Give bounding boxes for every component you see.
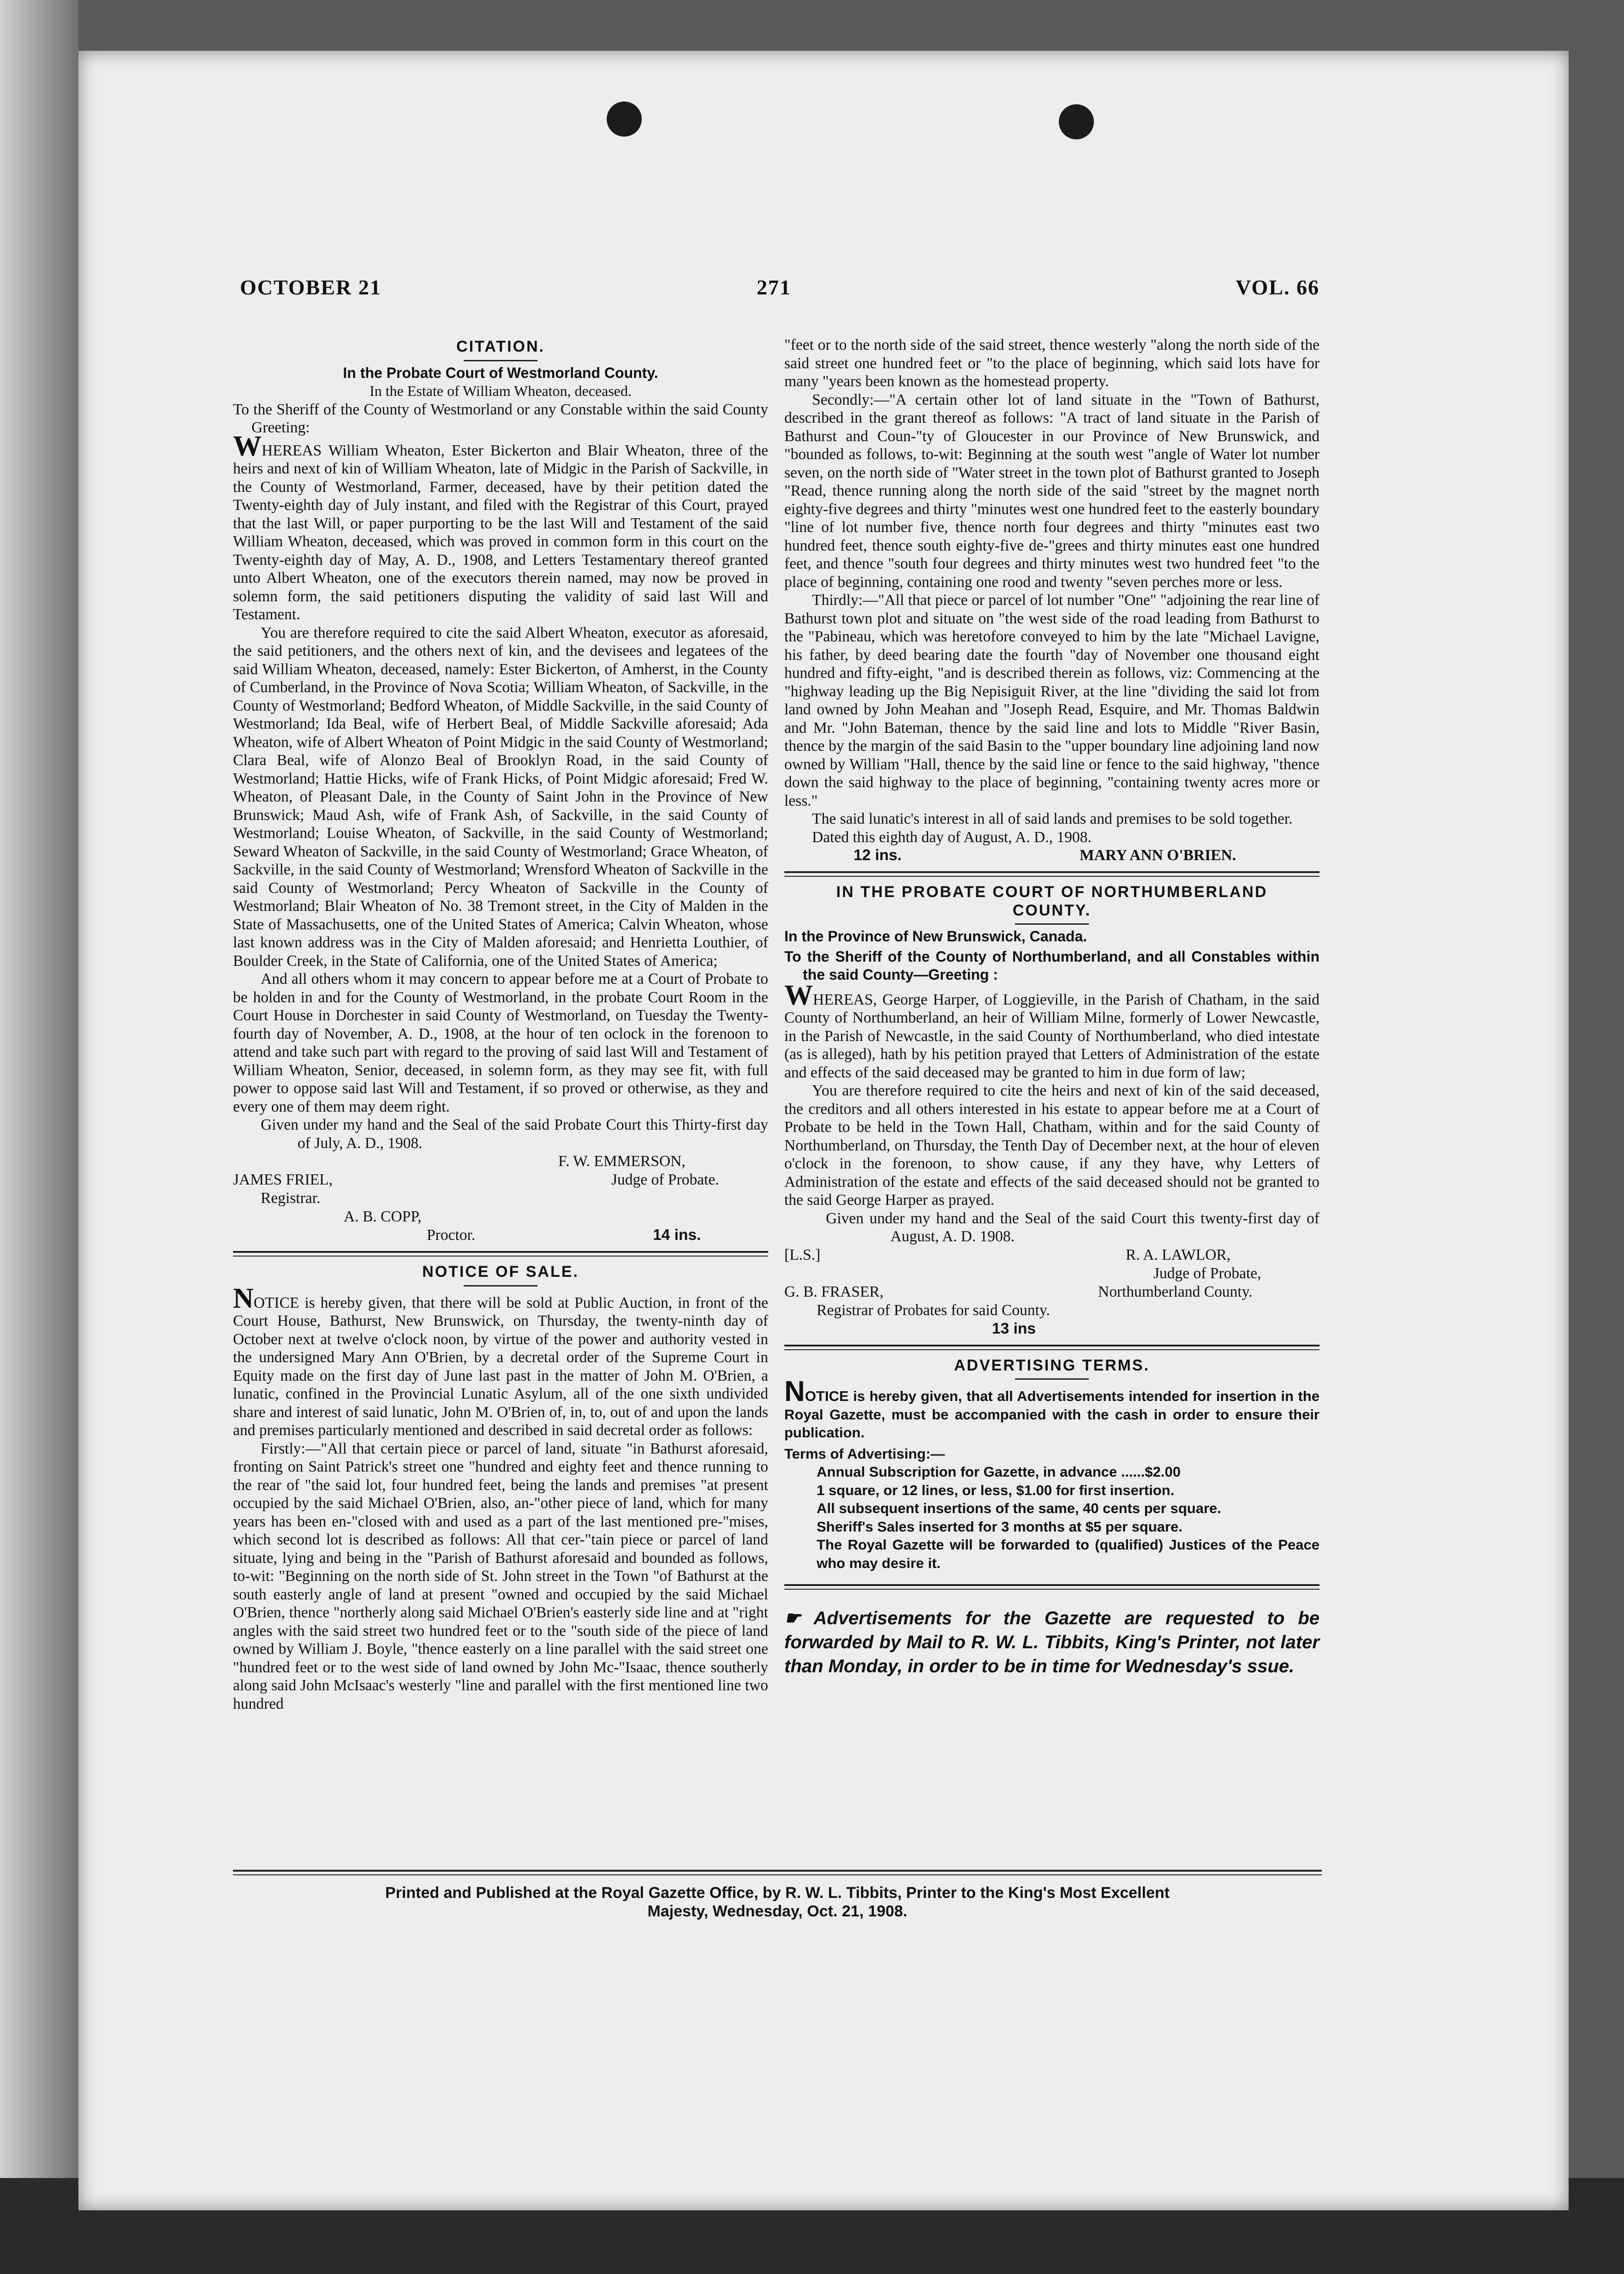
- northumberland-province: In the Province of New Brunswick, Canada.: [784, 928, 1087, 945]
- judge-title: Judge of Probate,: [1153, 1264, 1261, 1282]
- issue-date: OCTOBER 21: [240, 275, 382, 299]
- divider: [784, 1584, 1320, 1590]
- citation-given: Given under my hand and the Seal of the said Probate Court this Thirty-first day of July, A. D., 1908.: [261, 1116, 768, 1152]
- signature-row: [784, 1246, 1320, 1264]
- sale-interest: The said lunatic's interest in all of said lands and premises to be sold together.: [812, 810, 1293, 827]
- terms-label: Terms of Advertising:—: [784, 1445, 945, 1462]
- right-column: [784, 336, 1320, 1678]
- terms-line: 1 square, or 12 lines, or less, $1.00 for first insertion.: [817, 1482, 1175, 1498]
- mail-notice-text: Advertisements for the Gazette are requested to be forwarded by Mail to R. W. L. Tibbits, King's Printer, not later than Monday, in order to be in time for Wednesday's ssue.: [784, 1608, 1320, 1676]
- page-number: 271: [757, 275, 791, 299]
- northumberland-title: IN THE PROBATE COURT OF NORTHUMBERLAND COUNTY.: [836, 883, 1268, 919]
- sale-paragraph: [233, 1282, 768, 1440]
- citation-paragraph: [233, 430, 768, 624]
- punch-hole-icon: [607, 102, 642, 137]
- divider: [784, 1345, 1320, 1350]
- page-footer: [233, 1870, 1322, 1921]
- divider: [1015, 1378, 1089, 1380]
- advertising-notice: [784, 1376, 1320, 1442]
- seal-mark: [L.S.]: [784, 1246, 821, 1263]
- proctor-name: A. B. COPP,: [344, 1208, 422, 1225]
- terms-list: [784, 1463, 1320, 1572]
- terms-line: Sheriff's Sales inserted for 3 months at $5 per square.: [817, 1518, 1182, 1535]
- volume-number: VOL. 66: [1236, 275, 1320, 299]
- judge-title: Judge of Probate.: [611, 1171, 719, 1188]
- page-header: [240, 275, 1320, 303]
- signature-row: [784, 1320, 1320, 1338]
- sale-continuation: "feet or to the north side of the said street, thence westerly "along the north side of the said street one hundred feet or "to the place of beginning, which said lots have for many "years been known as the homestead property.: [784, 336, 1320, 390]
- sale-title: NOTICE OF SALE.: [422, 1263, 579, 1281]
- proctor-title: Proctor.: [427, 1227, 476, 1244]
- divider: [464, 1285, 537, 1287]
- film-edge: [0, 0, 78, 2274]
- advertising-title: ADVERTISING TERMS.: [954, 1356, 1150, 1374]
- divider: [784, 871, 1320, 877]
- citation-text: HEREAS William Wheaton, Ester Bickerton and Blair Wheaton, three of the heirs and next of kin of William Wheaton, late of Midgic in the Parish of Sackville, in the County of Westmorland, Farmer, deceased, have by their petition dated the Twenty-eighth day of July instant, and filed with the Registrar of this Court, prayed that the last Will, or paper purporting to be the last Will and Testament of the said William Wheaton, deceased, which was proved in common form in this court on the Twenty-eighth day of May, A. D., 1908, and Letters Testamentary thereof granted unto Albert Wheaton, one of the executors therein named, may now be proved in solemn form, the said petitioners disputing the validity of said last Will and Testament.: [233, 442, 768, 623]
- imprint-line: Printed and Published at the Royal Gazette Office, by R. W. L. Tibbits, Printer to the King's Most Excellent: [385, 1884, 1170, 1902]
- signature-row: [784, 1301, 1320, 1320]
- mail-notice: [784, 1606, 1320, 1678]
- drop-cap: N: [233, 1282, 254, 1314]
- citation-to-line: To the Sheriff of the County of Westmorland or any Constable within the said County Greeting:: [233, 401, 768, 436]
- signature-row: [233, 1189, 768, 1208]
- signature-row: [784, 846, 1320, 865]
- insertion-count: 13 ins: [992, 1320, 1036, 1337]
- sale-text: OTICE is hereby given, that there will be sold at Public Auction, in front of the Court House, Bathurst, New Brunswick, on Thursday, the twenty-ninth day of October next at twelve o'clock noon, by virtue of the power and authority vested in the undersigned Mary Ann O'Brien, by a decretal order of the Supreme Court in Equity made on the first day of June last past in the matter of John M. O'Brien, a lunatic, confined in the Provincial Lunatic Asylum, all of the one sixth undivided share and interest of said lunatic, John M. O'Brien of, in, to, out of and upon the lands and premises particularly mentioned and described in said decretal order as follows:: [233, 1294, 768, 1439]
- signature-block: [233, 1152, 768, 1171]
- divider: [464, 360, 537, 361]
- divider: [1015, 923, 1089, 925]
- northumberland-given: Given under my hand and the Seal of the said Court this twenty-first day of August, A. D. 1908.: [826, 1209, 1320, 1245]
- citation-title: CITATION.: [456, 338, 545, 355]
- signature-row: [233, 1226, 768, 1245]
- registrar-name: G. B. FRASER,: [784, 1283, 884, 1300]
- citation-paragraph: And all others whom it may concern to appear before me at a Court of Probate to be holden in and for the County of Westmorland, in the probate Court Room in the Court House in Dorchester in said County of Westmorland, on Tuesday the Twenty-fourth day of November, A. D., 1908, at the hour of ten oclock in the forenoon to attend and take such part with regard to the proving of said last Will and Testament of William Wheaton, Senior, deceased, in solemn form, as they may see fit, with full power to oppose said last Will and Testament, if so proved or otherwise, as they and every one of them may deem right.: [233, 970, 768, 1115]
- northumberland-paragraph: You are therefore required to cite the heirs and next of kin of the said deceased, the creditors and all others interested in his estate to appear before me at a Court of Probate to be held in the Town Hall, Chatham, within and for the said County of Northumberland, on Thursday, the Tenth Day of December next, at the hour of eleven o'clock in the forenoon, to show cause, if any they have, why Letters of Administration of the estate and effects of the said deceased should not be granted to the said George Harper as prayed.: [784, 1082, 1320, 1209]
- divider: [233, 1870, 1322, 1875]
- signature-row: [784, 1283, 1320, 1301]
- registrar-title: Registrar.: [261, 1190, 321, 1207]
- northumberland-to-line: To the Sheriff of the County of Northumberland, and all Constables within the said County—Greeting :: [784, 948, 1320, 983]
- pointing-hand-icon: ☛: [784, 1608, 814, 1628]
- signature-row: [233, 1171, 768, 1189]
- citation-estate: In the Estate of William Wheaton, deceased.: [370, 383, 632, 399]
- divider: [233, 1251, 768, 1257]
- sale-firstly: Firstly:—"All that certain piece or parcel of land, situate "in Bathurst aforesaid, fronting on Saint Patrick's street one "hundred and eighty feet and thence running to the rear of "the said lot, four hundred feet, being the lands and premises "at present occupied by the said Michael O'Brien, also, an-"other piece of land, which for many years has been en-"closed with and used as a part of the last mentioned pre-"mises, which second lot is described as follows: All that cer-"tain piece or parcel of land situate, lying and being in the "Parish of Bathurst aforesaid and bounded as follows, to-wit: "Beginning on the north side of St. John street in the Town "of Bathurst at the south easterly angle of land at present "owned and occupied by the said Michael O'Brien, thence "northerly along said Michael O'Brien's easterly side line and at "right angles with the said street two hundred feet or to the "south side of the piece of land owned by William J. Boyle, "thence easterly on a line parallel with the said street one "hundred feet or to the west side of land owned by John Mc-"Isaac, thence southerly along said John McIsaac's westerly "line and parallel with the first mentioned line two hundred: [233, 1440, 768, 1712]
- registrar-title: Registrar of Probates for said County.: [817, 1301, 1050, 1319]
- sale-dated: Dated this eighth day of August, A. D., 1908.: [812, 828, 1092, 846]
- registrar-name: JAMES FRIEL,: [233, 1171, 333, 1188]
- insertion-count: 14 ins.: [653, 1227, 701, 1244]
- sale-secondly: Secondly:—"A certain other lot of land situate in the "Town of Bathurst, described in the grant thereof as follows: "A tract of land situate in the Parish of Bathurst and Coun-"ty of Gloucester in our Province of New Brunswick, and "bounded as follows, to-wit: Beginning at the south west "angle of Water lot number seven, on the north side of "Water street in the town plot of Bathurst granted to Joseph "Read, thence running along the north side of the said "street by the magnet north eighty-five degrees and thirty "minutes west one hundred feet to the easterly boundary "line of lot number five, thence north four degrees and thirty "minutes east two hundred feet, thence south eighty-five de-"grees and thirty minutes east one hundred feet, and thence "south four degrees and thirty minutes west two hundred feet "to the place of beginning, containing one rood and twenty "seven perches more or less.: [784, 391, 1320, 591]
- signature-row: [233, 1208, 768, 1226]
- judge-name: F. W. EMMERSON,: [558, 1153, 686, 1170]
- sale-signer: MARY ANN O'BRIEN.: [1080, 847, 1236, 864]
- punch-hole-icon: [1059, 104, 1094, 139]
- drop-cap: W: [233, 430, 262, 462]
- judge-name: R. A. LAWLOR,: [1126, 1246, 1231, 1263]
- left-column: [233, 336, 768, 1713]
- terms-line: The Royal Gazette will be forwarded to (qualified) Justices of the Peace who may desire it.: [817, 1537, 1320, 1571]
- drop-cap: N: [784, 1376, 805, 1407]
- citation-court: In the Probate Court of Westmorland County.: [343, 364, 658, 381]
- terms-line: All subsequent insertions of the same, 40 cents per square.: [817, 1500, 1221, 1516]
- imprint-line: Majesty, Wednesday, Oct. 21, 1908.: [647, 1903, 908, 1920]
- northumberland-paragraph: [784, 979, 1320, 1082]
- advertising-notice-text: OTICE is hereby given, that all Advertisements intended for insertion in the Royal Gazette, must be accompanied with the cash in order to ensure their publication.: [784, 1388, 1320, 1441]
- sale-thirdly: Thirdly:—"All that piece or parcel of lot number "One" "adjoining the rear line of Bathurst town plot and situate on "the west side of the road leading from Bathurst to the "Pabineau, which was heretofore conveyed to him by the late "Michael Lavigne, his father, by deed bearing date the fourth "day of November one thousand eight hundred and fifty-eight, "and is described therein as follows, viz: Commencing at the "highway leading up the Big Nepisiguit River, at the line "dividing the said lot from land owned by John Meahan and "Joseph Read, Esquire, and Mr. Thomas Baldwin and Mr. "John Bateman, thence by the said line and lots to Middle "River Basin, thence by the margin of the said Basin to the "upper boundary line adjoining land now owned by William "Hall, thence by the said line or fence to the said highway, "thence down the said highway to the place of beginning, "containing twenty acres more or less.": [784, 592, 1320, 809]
- signature-row: [784, 1264, 1320, 1283]
- drop-cap: W: [784, 979, 813, 1011]
- terms-line: Annual Subscription for Gazette, in advance ......$2.00: [817, 1464, 1181, 1480]
- northumberland-text: HEREAS, George Harper, of Loggieville, in the Parish of Chatham, in the said County of Northumberland, an heir of William Milne, formerly of Lower Newcastle, in the Parish of Newcastle, in the said County of Northumberland, who died intestate (as is alleged), hath by his petition prayed that Letters of Administration of the estate and effects of the said deceased may be granted to him in due form of law;: [784, 991, 1320, 1081]
- insertion-count: 12 ins.: [854, 847, 902, 864]
- judge-county: Northumberland County.: [1098, 1283, 1253, 1300]
- citation-paragraph: You are therefore required to cite the said Albert Wheaton, executor as aforesaid, the said petitioners, and the others next of kin, and the devisees and legatees of the said William Wheaton, deceased, namely: Ester Bickerton, of Amherst, in the County of Cumberland, in the Province of Nova Scotia; William Wheaton, of Sackville, in the County of Westmorland; Bedford Wheaton, of Middle Sackville, in the said County of Westmorland; Ida Beal, wife of Herbert Beal, of Middle Sackville aforesaid; Ada Wheaton, wife of Albert Wheaton of Point Midgic in the said County of Westmorland; Clara Beal, wife of Alonzo Beal of Brooklyn Road, in the said County of Westmorland; Hattie Hicks, wife of Frank Hicks, of Point Midgic aforesaid; Fred W. Wheaton, of Pleasant Dale, in the County of Saint John in the Province of New Brunswick; Maud Ash, wife of Frank Ash, of Sackville, in the said County of Westmorland; Louise Wheaton, of Sackville, in the said County of Westmorland; Seward Wheaton of Sackville, in the said County of Westmorland; Grace Wheaton, of Sackville, in the said County of Westmorland; Wrensford Wheaton of Sackville in the said County of Westmorland; Percy Wheaton of Sackville in the County of Westmorland; Blair Wheaton of No. 38 Tremont street, in the City of Malden in the State of Massachusetts, one of the United States of America; Calvin Wheaton, whose last known address was in the City of Malden aforesaid; and Henrietta Louthier, of Boulder Creek, in the State of California, one of the United States of America;: [233, 624, 768, 969]
